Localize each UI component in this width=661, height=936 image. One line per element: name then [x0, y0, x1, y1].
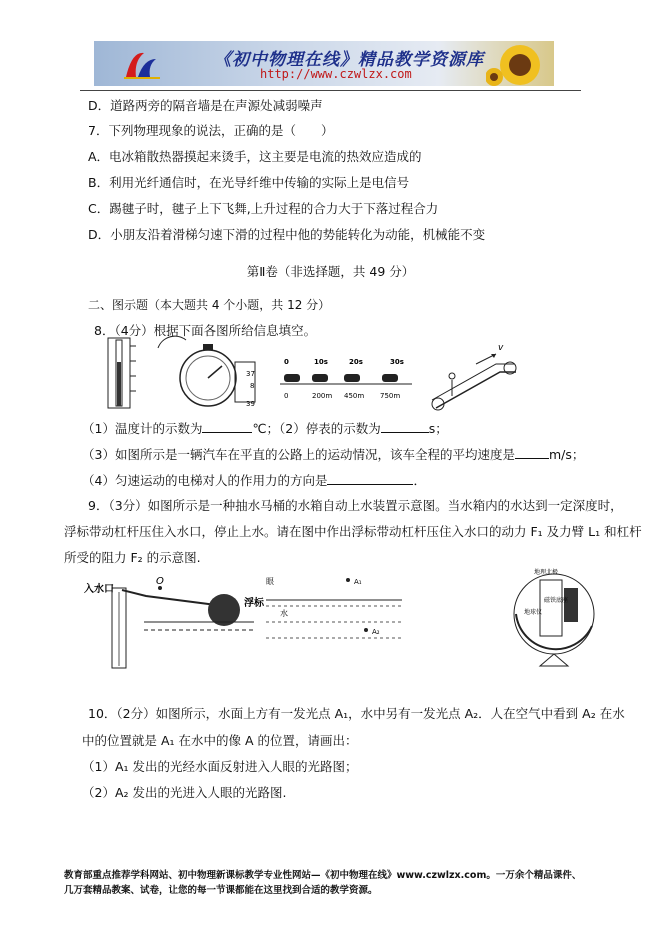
force-direction-answer-blank[interactable]	[327, 473, 413, 485]
car-road-figure	[280, 374, 412, 384]
section-2-heading: 二、图示题（本大题共 4 个小题，共 12 分）	[88, 298, 331, 312]
water-label: 水	[280, 609, 288, 618]
question-9-line-3: 所受的阻力 F₂ 的示意图.	[64, 550, 201, 565]
header-banner	[94, 41, 554, 86]
globe-figure	[514, 574, 594, 666]
point-a2-label: A₂	[372, 628, 380, 636]
q8-part-4-text: （4）匀速运动的电梯对人的作用力的方向是 ．	[82, 473, 426, 488]
float-label: 浮标	[244, 598, 264, 609]
option-d-prev: D．道路两旁的隔音墙是在声源处减弱噪声	[88, 98, 323, 113]
thermometer-answer-blank[interactable]	[202, 421, 252, 433]
question-10-part-2: （2）A₂ 发出的光进入人眼的光路图.	[82, 785, 287, 800]
q8-figures	[100, 336, 520, 411]
banner-title: 《初中物理在线》精品教学资源库	[214, 50, 484, 70]
q7-option-d: D．小朋友沿着滑梯匀速下滑的过程中他的势能转化为动能，机械能不变	[88, 227, 486, 242]
q7-option-b: B．利用光纤通信时，在光导纤维中传输的实际上是电信号	[88, 175, 410, 190]
car-dist-450: 450m	[344, 392, 365, 400]
car-time-30s: 30s	[390, 358, 404, 366]
question-9-line-2: 浮标带动杠杆压住入水口，停止上水。请在图中作出浮标带动杠杆压住入水口的动力 F₁ 及力臂 L₁ 和杠杆	[64, 524, 642, 539]
globe-text-1: 地球仪	[524, 609, 543, 616]
stopwatch-icon	[158, 336, 255, 406]
site-logo-icon	[122, 47, 162, 81]
stopwatch-answer-blank[interactable]	[381, 421, 429, 433]
escalator-figure	[432, 354, 516, 410]
q8-part-3-text: （3）如图所示是一辆汽车在平直的公路上的运动情况，该车全程的平均速度是 m/s；	[82, 447, 585, 462]
thermometer-icon	[108, 338, 136, 408]
sunflower-icon	[486, 41, 548, 86]
question-8: 8．（4分）根据下面各图所给信息填空。	[94, 323, 317, 338]
stopwatch-scale-8: 8	[250, 382, 255, 390]
car-time-20s: 20s	[349, 358, 363, 366]
globe-text-2: 磁铁底座	[544, 597, 569, 604]
q8-part-1-text: （1）温度计的示数为 ℃；（2）停表的示数为 s；	[82, 421, 448, 436]
question-10-line-2: 中的位置就是 A₁ 在水中的像 A 的位置，请画出：	[82, 733, 358, 748]
car-dist-200: 200m	[312, 392, 333, 400]
stopwatch-scale-39: 39	[246, 400, 255, 408]
car-time-10s: 10s	[314, 358, 328, 366]
point-a1-label: A₁	[354, 578, 362, 586]
car-time-0: 0	[284, 358, 289, 366]
footer-line-2: 几万套精品教案、试卷，让您的每一节课都能在这里找到合适的教学资源。	[64, 885, 378, 896]
part-2-heading: 第Ⅱ卷（非选择题，共 49 分）	[246, 264, 415, 279]
q7-option-c: C．踢毽子时，毽子上下飞舞,上升过程的合力大于下落过程合力	[88, 201, 439, 216]
globe-top-label: 地理北极	[534, 569, 559, 576]
header-rule	[80, 90, 581, 91]
q9-q10-figures	[84, 566, 604, 670]
question-10-line-1: 10．（2分）如图所示，水面上方有一发光点 A₁，水中另有一发光点 A₂．人在空气中看到 A₂ 在水	[88, 706, 625, 721]
escalator-v-label: v	[498, 343, 504, 353]
toilet-tank-figure	[112, 586, 254, 668]
footer-line-1: 教育部重点推荐学科网站、初中物理新课标教学专业性网站—《初中物理在线》www.czwlzx.com。一万余个精品课件、	[64, 870, 582, 881]
inlet-label: 入水口	[84, 584, 114, 595]
car-dist-750: 750m	[380, 392, 401, 400]
water-light-figure	[266, 578, 402, 638]
pivot-o-label: O	[156, 576, 164, 587]
question-10-part-1: （1）A₁ 发出的光经水面反射进入人眼的光路图；	[82, 759, 358, 774]
average-speed-answer-blank[interactable]	[515, 447, 549, 459]
question-9-line-1: 9．（3分）如图所示是一种抽水马桶的水箱自动上水装置示意图。当水箱内的水达到一定深度时，	[88, 498, 623, 513]
q7-option-a: A．电冰箱散热器摸起来烫手，这主要是电流的热效应造成的	[88, 149, 422, 164]
stopwatch-scale-37: 37	[246, 370, 255, 378]
car-dist-0: 0	[284, 392, 289, 400]
banner-url[interactable]: http://www.czwlzx.com	[260, 67, 412, 81]
eye-label: 眼	[266, 577, 274, 586]
question-7: 7．下列物理现象的说法，正确的是（ ）	[88, 123, 334, 138]
